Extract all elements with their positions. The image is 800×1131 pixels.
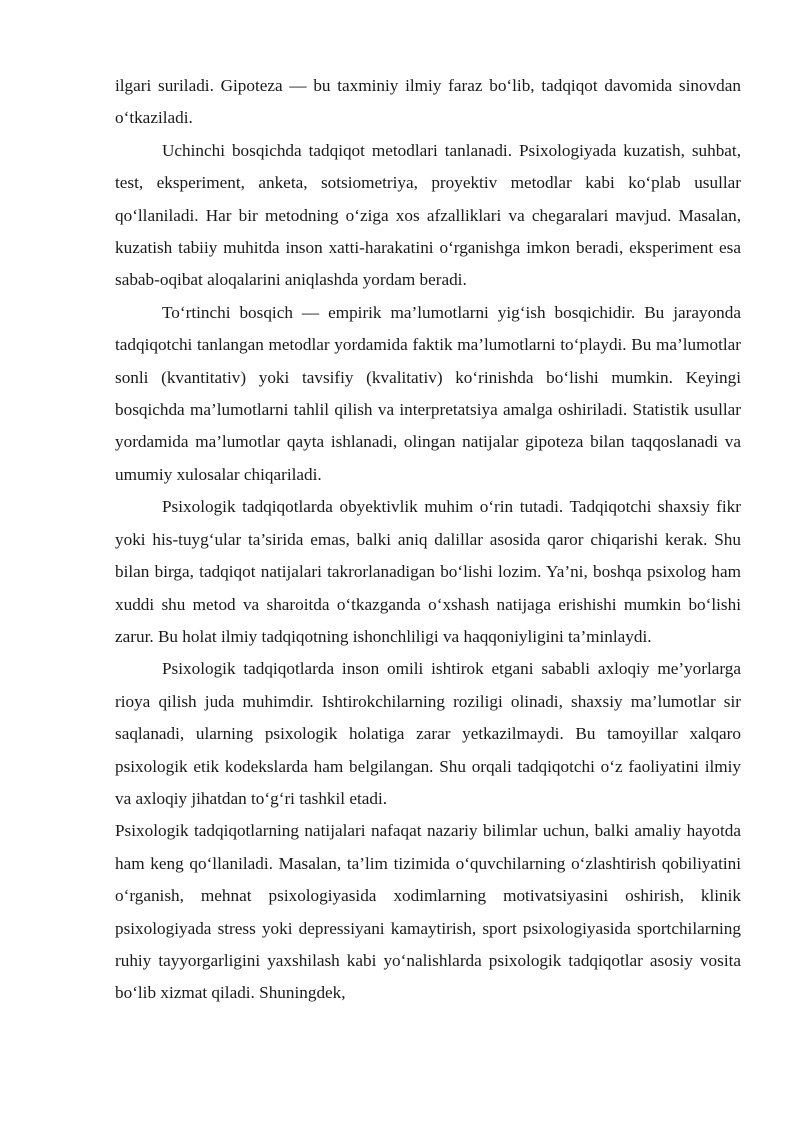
paragraph-continuation: ilgari suriladi. Gipoteza — bu taxminiy ilmiy faraz bo‘lib, tadqiqot davomida sinovdan o‘tkaziladi. — [115, 76, 741, 128]
paragraph-third-stage: Uchinchi bosqichda tadqiqot metodlari tanlanadi. Psixologiyada kuzatish, suhbat, test, eksperiment, anketa, sotsiometriya, proyektiv metodlar kabi ko‘plab usullar qo‘llaniladi. Har bir metodning o‘ziga xos afzalliklari va chegaralari mavjud. Masalan, kuzatish tabiiy muhitda inson xatti-harakatini o‘rganishga imkon beradi, eksperiment esa sabab-oqibat aloqalarini aniqlashda yordam beradi. — [115, 140, 741, 290]
paragraph-applications: Psixologik tadqiqotlarning natijalari nafaqat nazariy bilimlar uchun, balki amaliy hayotda ham keng qo‘llaniladi. Masalan, ta’lim tizimida o‘quvchilarning o‘zlashtirish qobiliyatini o‘rganish, mehnat psixologiyasida xodimlarning motivatsiyasini oshirish, klinik psixologiyada stress yoki depressiyani kamaytirish, sport psixologiyasida sportchilarning ruhiy tayyorgarligini yaxshilash kabi yo‘nalishlarda psixologik tadqiqotlar asosiy vosita bo‘lib xizmat qiladi. Shuningdek, — [115, 821, 741, 1003]
paragraph-ethics: Psixologik tadqiqotlarda inson omili ishtirok etgani sababli axloqiy me’yorlarga rioya qilish juda muhimdir. Ishtirokchilarning roziligi olinadi, shaxsiy ma’lumotlar sir saqlanadi, ularning psixologik holatiga zarar yetkazilmaydi. Bu tamoyillar xalqaro psixologik etik kodekslarda ham belgilangan. Shu orqali tadqiqotchi o‘z faoliyatini ilmiy va axloqiy jihatdan to‘g‘ri tashkil etadi. — [115, 659, 741, 808]
paragraph-objectivity: Psixologik tadqiqotlarda obyektivlik muhim o‘rin tutadi. Tadqiqotchi shaxsiy fikr yoki his-tuyg‘ular ta’sirida emas, balki aniq dalillar asosida qaror chiqarishi kerak. Shu bilan birga, tadqiqot natijalari takrorlanadigan bo‘lishi lozim. Ya’ni, boshqa psixolog ham xuddi shu metod va sharoitda o‘tkazganda o‘xshash natijaga erishishi mumkin bo‘lishi zarur. Bu holat ilmiy tadqiqotning ishonchliligi va haqqoniyligini ta’minlaydi. — [115, 497, 741, 646]
paragraph-fourth-stage: To‘rtinchi bosqich — empirik ma’lumotlarni yig‘ish bosqichidir. Bu jarayonda tadqiqotchi tanlangan metodlar yordamida faktik ma’lumotlarni to‘playdi. Bu ma’lumotlar sonli (kvantitativ) yoki tavsifiy (kvalitativ) ko‘rinishda bo‘lishi mumkin. Keyingi bosqichda ma’lumotlarni tahlil qilish va interpretatsiya amalga oshiriladi. Statistik usullar yordamida ma’lumotlar qayta ishlanadi, olingan natijalar gipoteza bilan taqqoslanadi va umumiy xulosalar chiqariladi. — [115, 302, 741, 484]
document-page — [115, 70, 741, 1010]
